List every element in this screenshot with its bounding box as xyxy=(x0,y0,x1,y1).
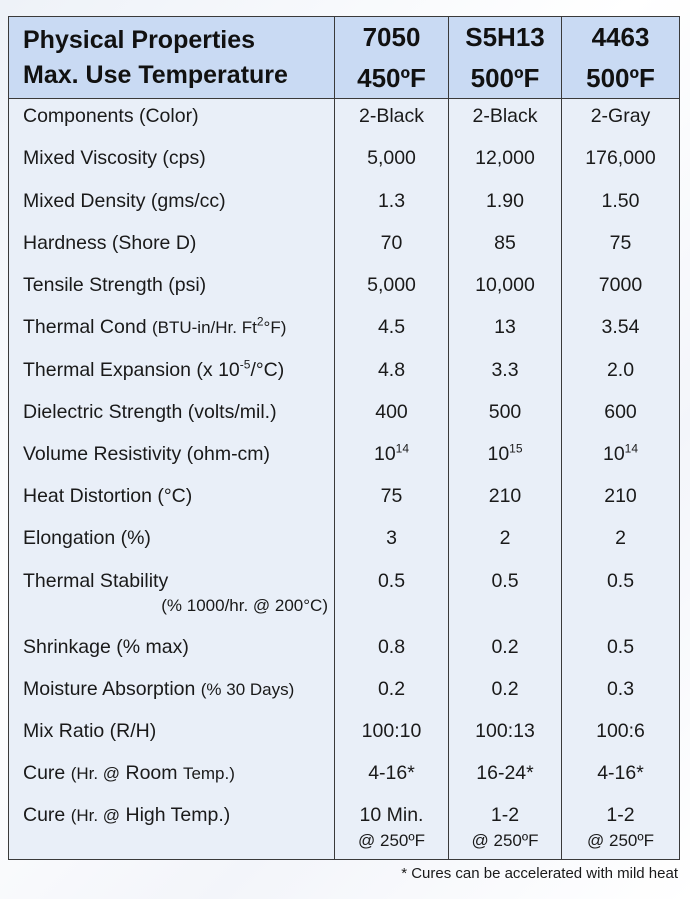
value-text: 16-24* xyxy=(476,762,534,784)
property-label xyxy=(9,677,334,702)
label-unit: Temp.) xyxy=(182,764,235,783)
table-header xyxy=(9,17,679,99)
property-sublabel: (% 1000/hr. @ 200°C) xyxy=(161,596,328,615)
value-text: 7000 xyxy=(598,274,643,296)
label-unit: (% 30 Days) xyxy=(200,680,295,699)
value-text: 12,000 xyxy=(475,147,535,169)
label-text: Moisture Absorption xyxy=(23,678,196,700)
property-label xyxy=(9,231,334,255)
label-sup: -5 xyxy=(239,357,251,372)
label-post: /°C) xyxy=(250,359,285,381)
value-cell xyxy=(335,719,448,743)
value-text: 10,000 xyxy=(475,274,535,296)
value-text: 3 xyxy=(386,527,397,549)
property-label xyxy=(9,189,334,213)
label-text: Mix Ratio (R/H) xyxy=(23,720,157,742)
value-text: 4-16* xyxy=(368,762,415,784)
value-text: 0.8 xyxy=(377,636,406,658)
value-text: 0.5 xyxy=(606,636,635,658)
value-text: 0.5 xyxy=(491,570,519,592)
value-text: 75 xyxy=(380,485,403,507)
value-subtext: @ 250ºF xyxy=(471,831,539,850)
value-text: 4.5 xyxy=(377,316,406,338)
label-text: Mixed Viscosity (cps) xyxy=(23,147,206,169)
value-text: 0.3 xyxy=(606,678,635,700)
value-cell xyxy=(335,231,448,255)
properties-table xyxy=(8,16,680,860)
value-text: 0.5 xyxy=(377,570,406,592)
label-unit: (Hr. @ xyxy=(70,806,121,825)
value-text: 210 xyxy=(604,485,637,507)
value-text: 3.54 xyxy=(601,316,640,338)
property-label xyxy=(9,803,334,828)
label-text: Volume Resistivity (ohm-cm) xyxy=(23,443,271,465)
value-cell xyxy=(562,635,679,659)
product-max-temp: 500ºF xyxy=(470,62,540,93)
property-label xyxy=(9,146,334,170)
value-cell xyxy=(562,569,679,593)
product-name: 4463 xyxy=(591,22,650,53)
label-text: Components (Color) xyxy=(23,105,199,127)
label-text: Heat Distortion (°C) xyxy=(23,485,193,507)
property-label xyxy=(9,569,334,593)
value-base: 10 xyxy=(487,443,510,465)
value-text: 1-2 xyxy=(606,804,635,826)
label-text: Cure xyxy=(23,762,66,784)
label-text: Thermal Expansion (x 10 xyxy=(23,359,240,381)
property-label xyxy=(9,761,334,786)
value-text: 2 xyxy=(615,527,626,549)
label-text: Mixed Density (gms/cc) xyxy=(23,190,226,212)
value-cell xyxy=(449,569,561,593)
value-cell xyxy=(562,761,679,785)
property-label xyxy=(9,104,334,128)
value-cell xyxy=(449,442,561,466)
value-text: 0.5 xyxy=(606,570,635,592)
property-label xyxy=(9,526,334,550)
label-text: Cure xyxy=(23,804,66,826)
value-text: 4.8 xyxy=(377,359,406,381)
value-text: 100:10 xyxy=(361,720,422,742)
label-mid: High Temp.) xyxy=(120,804,231,826)
value-text: 3.3 xyxy=(491,359,519,381)
value-text: 600 xyxy=(604,401,637,423)
value-cell xyxy=(449,104,561,128)
product-name: 7050 xyxy=(362,22,421,53)
value-text: 70 xyxy=(380,232,403,254)
header-subtitle: Max. Use Temperature xyxy=(23,60,288,89)
value-cell xyxy=(335,273,448,297)
value-text: 500 xyxy=(488,401,522,423)
value-text: 5,000 xyxy=(367,274,416,296)
value-cell xyxy=(335,146,448,170)
property-label xyxy=(9,315,334,340)
value-cell xyxy=(562,677,679,701)
value-text: 100:13 xyxy=(475,720,535,742)
product-7050-column xyxy=(335,99,449,859)
value-cell xyxy=(449,358,561,382)
value-cell xyxy=(449,719,561,743)
value-cell xyxy=(562,719,679,743)
value-cell xyxy=(335,400,448,424)
value-cell xyxy=(562,484,679,508)
value-cell xyxy=(449,635,561,659)
value-cell xyxy=(562,146,679,170)
label-unit: (BTU-in/Hr. Ft xyxy=(151,318,257,337)
value-cell xyxy=(449,400,561,424)
value-text: 0.2 xyxy=(491,678,519,700)
property-label xyxy=(9,635,334,659)
value-exponent: 14 xyxy=(395,441,410,456)
label-unit: (Hr. @ xyxy=(70,764,121,783)
property-label xyxy=(9,400,334,424)
value-cell xyxy=(335,761,448,785)
value-cell xyxy=(562,273,679,297)
value-cell xyxy=(449,803,561,852)
value-cell xyxy=(335,635,448,659)
value-cell xyxy=(335,677,448,701)
value-text: 2 xyxy=(499,527,511,549)
value-cell xyxy=(562,803,679,852)
value-cell xyxy=(449,484,561,508)
value-cell xyxy=(449,146,561,170)
value-cell xyxy=(449,677,561,701)
value-text: 176,000 xyxy=(585,147,656,169)
header-property-cell xyxy=(9,17,335,98)
value-cell xyxy=(562,358,679,382)
value-text: 10 Min. xyxy=(359,804,424,826)
value-text: 1.3 xyxy=(377,190,406,212)
value-cell xyxy=(562,526,679,550)
value-cell xyxy=(335,803,448,852)
label-unit-sup: 2 xyxy=(256,314,264,329)
value-cell xyxy=(449,761,561,785)
footnote: * Cures can be accelerated with mild heat xyxy=(401,865,678,882)
value-cell xyxy=(449,315,561,339)
value-text: 0.2 xyxy=(491,636,519,658)
value-cell xyxy=(335,315,448,339)
value-cell xyxy=(449,526,561,550)
value-text: 5,000 xyxy=(367,147,416,169)
value-text: 4-16* xyxy=(597,762,644,784)
table-body xyxy=(9,99,679,859)
value-cell xyxy=(562,189,679,213)
product-name: S5H13 xyxy=(465,22,545,53)
value-cell xyxy=(335,569,448,593)
value-text: 2-Black xyxy=(472,105,538,127)
property-label xyxy=(9,273,334,297)
property-label xyxy=(9,442,334,466)
value-text: 1.90 xyxy=(486,190,524,212)
value-text: 2-Gray xyxy=(590,105,651,127)
property-label xyxy=(9,719,334,743)
value-subtext: @ 250ºF xyxy=(358,831,425,850)
label-text: Elongation (%) xyxy=(23,527,151,549)
value-text: 75 xyxy=(609,232,632,254)
label-text: Hardness (Shore D) xyxy=(23,232,197,254)
value-text: 0.2 xyxy=(377,678,406,700)
value-cell xyxy=(335,189,448,213)
value-text: 2-Black xyxy=(358,105,425,127)
property-label xyxy=(9,358,334,382)
value-text: 1.50 xyxy=(601,190,640,212)
value-base: 10 xyxy=(373,443,396,465)
product-4463-column xyxy=(562,99,679,859)
label-text: Thermal Cond xyxy=(23,316,147,338)
product-max-temp: 450ºF xyxy=(357,62,426,93)
value-text: 400 xyxy=(375,401,408,423)
value-cell xyxy=(335,358,448,382)
value-cell xyxy=(335,442,448,466)
value-cell xyxy=(335,104,448,128)
value-cell xyxy=(562,104,679,128)
label-text: Dielectric Strength (volts/mil.) xyxy=(23,401,277,423)
value-base: 10 xyxy=(602,443,625,465)
value-text: 1-2 xyxy=(490,804,520,826)
label-mid: Room xyxy=(120,762,183,784)
value-cell xyxy=(562,442,679,466)
property-label xyxy=(9,484,334,508)
header-title: Physical Properties xyxy=(23,26,256,55)
label-text: Thermal Stability xyxy=(23,570,169,592)
value-text: 210 xyxy=(488,485,522,507)
header-product-s5h13 xyxy=(449,17,562,98)
value-cell xyxy=(335,526,448,550)
value-text: 2.0 xyxy=(606,359,635,381)
value-cell xyxy=(562,400,679,424)
product-s5h13-column xyxy=(449,99,562,859)
value-text: 13 xyxy=(494,316,516,338)
value-cell xyxy=(335,484,448,508)
value-cell xyxy=(449,231,561,255)
label-unit: °F) xyxy=(263,318,287,337)
label-text: Tensile Strength (psi) xyxy=(23,274,207,296)
header-product-7050 xyxy=(335,17,449,98)
value-cell xyxy=(562,231,679,255)
value-cell xyxy=(449,189,561,213)
property-column xyxy=(9,99,335,859)
value-exponent: 15 xyxy=(509,441,523,456)
header-product-4463 xyxy=(562,17,679,98)
value-text: 85 xyxy=(494,232,516,254)
product-max-temp: 500ºF xyxy=(586,62,655,93)
value-cell xyxy=(449,273,561,297)
value-text: 100:6 xyxy=(596,720,645,742)
label-text: Shrinkage (% max) xyxy=(23,636,189,658)
value-cell xyxy=(562,315,679,339)
value-subtext: @ 250ºF xyxy=(587,831,654,850)
value-exponent: 14 xyxy=(624,441,639,456)
